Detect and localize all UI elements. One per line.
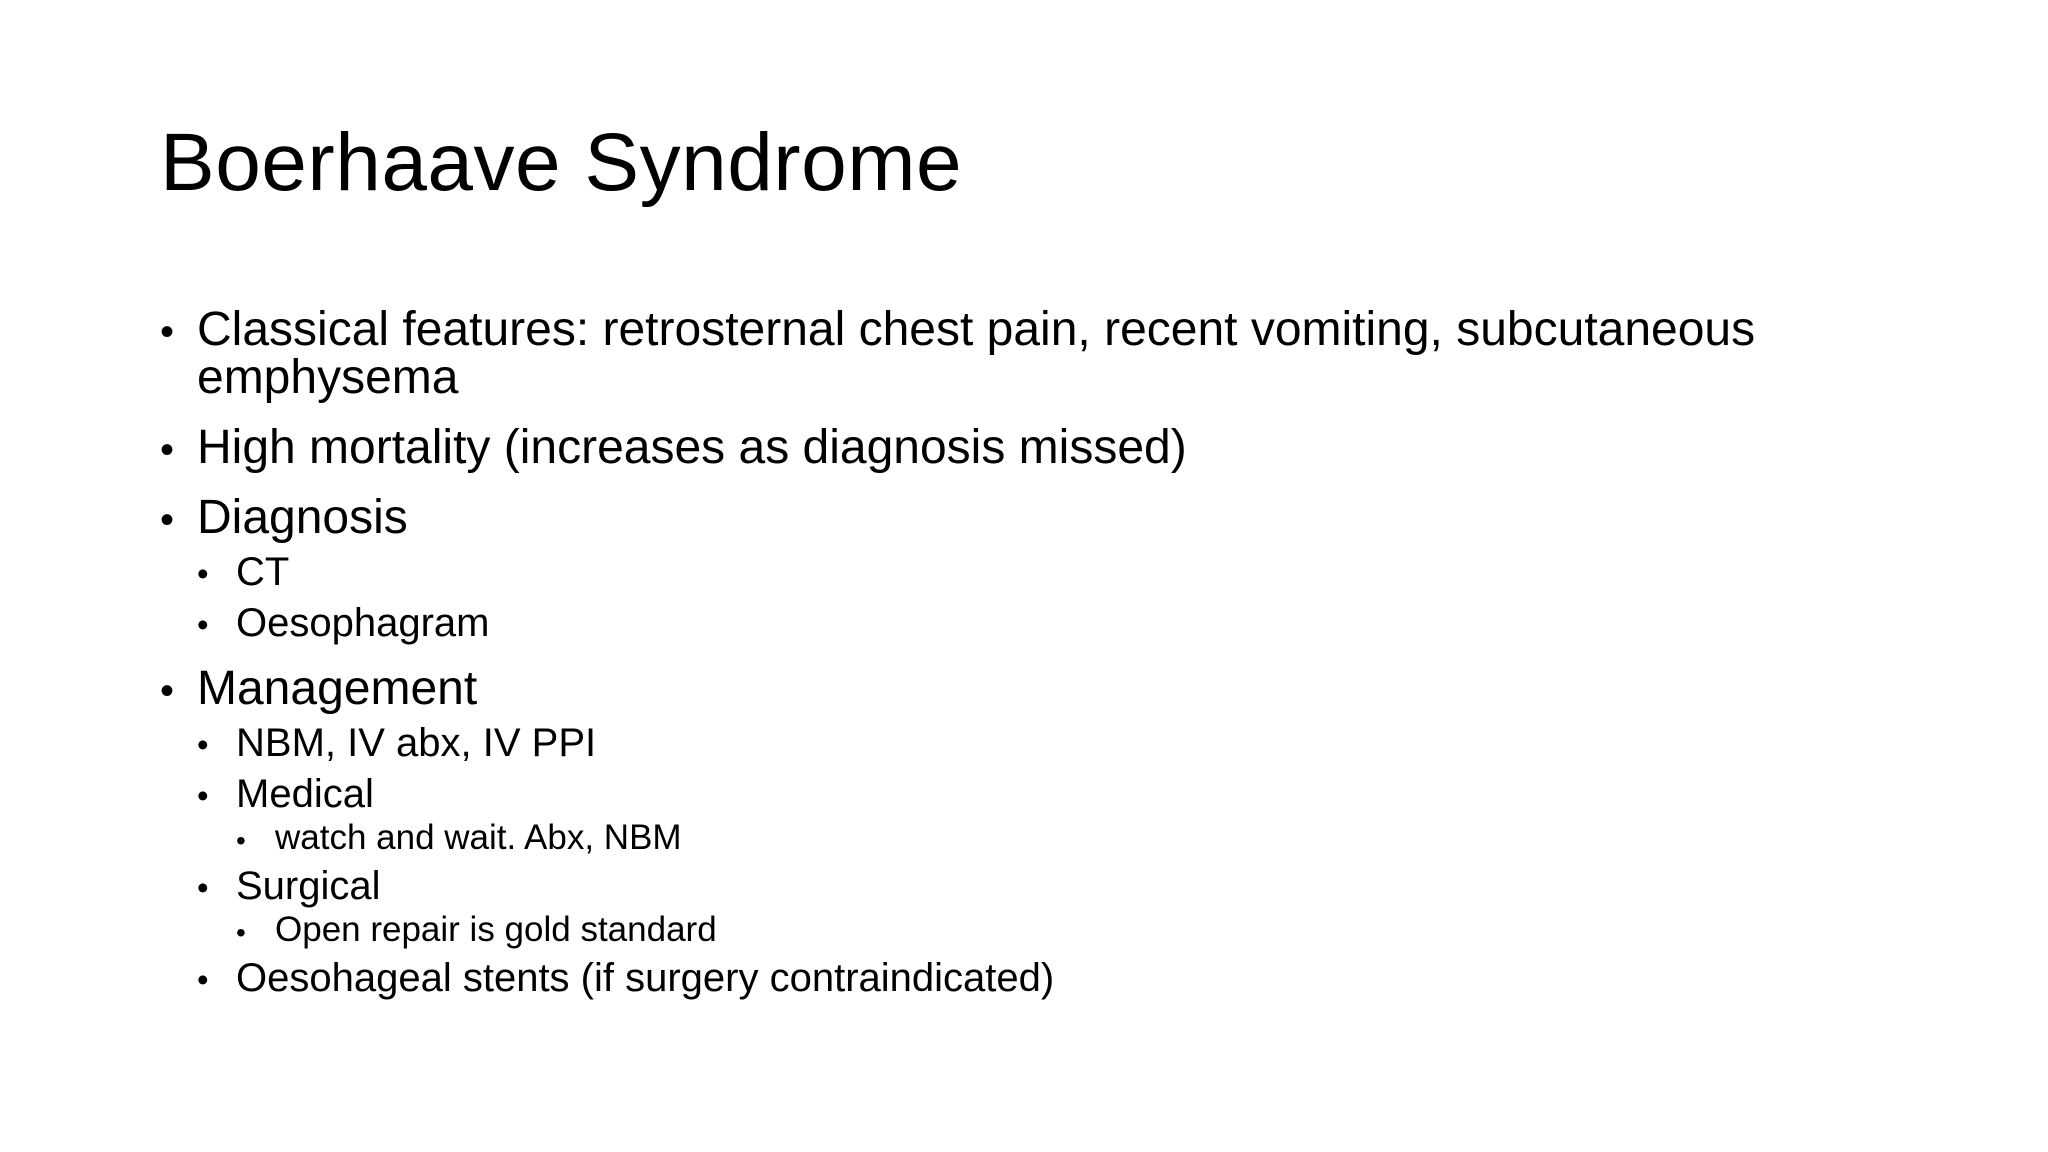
bullet-icon: • <box>160 310 175 354</box>
bullet-text: Management <box>197 662 478 715</box>
bullet-icon: • <box>197 961 209 998</box>
bullet-icon: • <box>236 825 246 856</box>
list-item <box>197 774 1900 855</box>
bullet-text: Open repair is gold standard <box>275 910 717 949</box>
bullet-icon: • <box>197 726 209 763</box>
list-item <box>236 912 1900 947</box>
bullet-icon: • <box>160 498 175 542</box>
bullet-icon: • <box>160 669 175 713</box>
list-item <box>160 491 1900 645</box>
bullet-text: Surgical <box>236 864 381 908</box>
list-item <box>160 421 1900 474</box>
list-item <box>197 866 1900 947</box>
bullet-text: Classical features: retrosternal chest pain, recent vomiting, subcutaneous emphysema <box>197 303 1756 404</box>
sub-sub-bullet-list <box>236 820 1900 855</box>
bullet-text: Medical <box>236 772 374 816</box>
bullet-icon: • <box>197 777 209 814</box>
bullet-icon: • <box>197 869 209 906</box>
list-item <box>236 820 1900 855</box>
bullet-text: Diagnosis <box>197 491 408 544</box>
list-item <box>160 303 1900 404</box>
list-item <box>160 662 1900 1000</box>
bullet-icon: • <box>160 428 175 472</box>
list-item <box>197 603 1900 643</box>
bullet-icon: • <box>197 555 209 592</box>
sub-sub-bullet-list <box>236 912 1900 947</box>
bullet-icon: • <box>236 917 246 948</box>
list-item <box>197 723 1900 763</box>
bullet-text: CT <box>236 550 290 594</box>
bullet-list <box>160 303 1900 1000</box>
sub-bullet-list <box>197 723 1900 998</box>
bullet-text: NBM, IV abx, IV PPI <box>236 721 597 765</box>
list-item <box>197 958 1900 998</box>
bullet-text: Oesohageal stents (if surgery contraindicated) <box>236 956 1055 1000</box>
slide-body <box>160 303 1900 1020</box>
bullet-icon: • <box>197 606 209 643</box>
list-item <box>197 552 1900 592</box>
slide-title: Boerhaave Syndrome <box>160 117 963 208</box>
bullet-text: High mortality (increases as diagnosis missed) <box>197 421 1187 474</box>
bullet-text: Oesophagram <box>236 601 490 645</box>
sub-bullet-list <box>197 552 1900 643</box>
bullet-text: watch and wait. Abx, NBM <box>275 818 682 857</box>
